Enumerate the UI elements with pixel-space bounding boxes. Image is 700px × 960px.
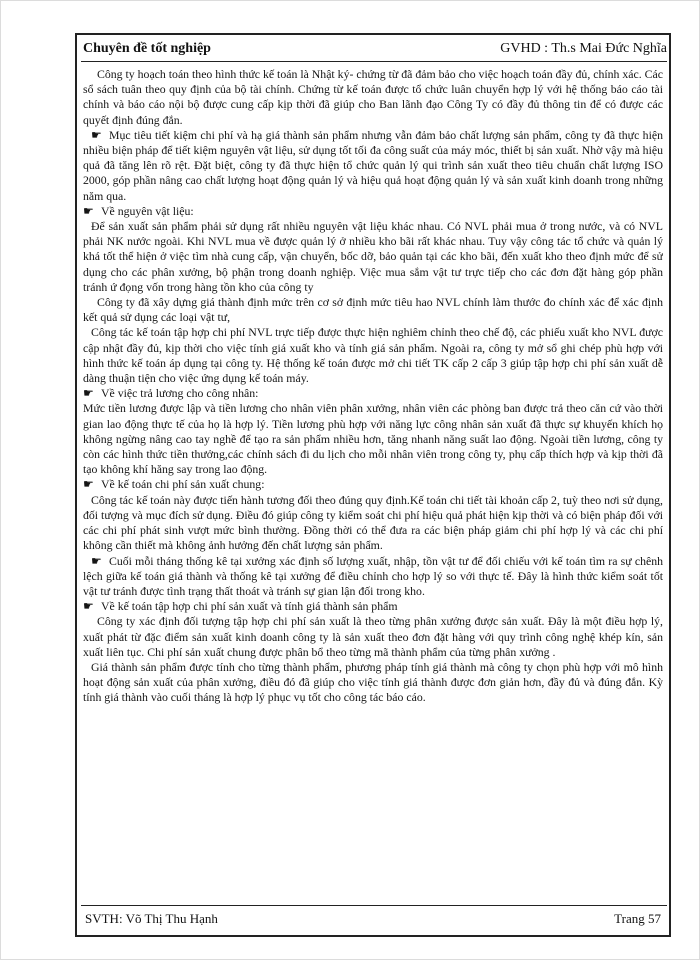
header-title: Chuyên đề tốt nghiệp <box>83 41 211 56</box>
pointing-hand-icon: ☛ <box>91 127 102 142</box>
page-number: Trang 57 <box>614 911 661 926</box>
section-heading: ☛ Về kế toán tập hợp chi phí sản xuất và tính giá thành sản phẩm <box>83 599 398 614</box>
pointing-hand-icon: ☛ <box>83 599 94 614</box>
page-footer <box>81 911 667 929</box>
pointing-hand-icon: ☛ <box>91 553 102 568</box>
section-heading: ☛ Về kế toán chi phí sản xuất chung: <box>83 477 265 492</box>
paragraph: Mức tiền lương được lập và tiền lương cho nhân viên phân xưởng, nhân viên các phòng ban được trả theo căn cứ vào thời gian lao động thực tế của họ là hợp lý. Tiền lương phù hợp với năng lực công nhân sản xuất đã thực sự khuyến khích họ không ngừng nâng cao tay nghề để tạo ra sản phẩm nhiều hơn, tăng nhanh năng suất lao động. Ngoài tiền lương, công ty còn các hình thức tiền thưởng,các chính sách đi du lịch cho mỗi nhân viên trong công ty, phụ cấp thích hợp và kịp thời đã tạo không khí hăng say trong lao động. <box>83 401 663 477</box>
paragraph: Giá thành sản phẩm được tính cho từng thành phẩm, phương pháp tính giá thành mà công ty chọn phù hợp với mô hình hoạt động sản xuất của phân xưởng, điều đó đã giúp cho việc tính giá thành được đơn giản hơn, đầy đủ và đúng đắn. Kỳ tính giá thành vào cuối tháng là hợp lý phục vụ tốt cho công tác báo cáo. <box>83 659 663 705</box>
paragraph: Công ty hoạch toán theo hình thức kế toán là Nhật ký- chứng từ đã đảm bảo cho việc hoạch toán đầy đủ, chính xác. Các sổ sách tuân theo quy định của bộ tài chính. Chứng từ kế toán được tổ chức luân chuyển hợp lý với hệ thống báo cáo tài chính và báo cáo nội bộ được cung cấp kịp thời đã giúp cho Ban lãnh đạo Công Ty có đầy đủ thông tin để có được các quyết định đúng đắn. <box>83 67 663 127</box>
section-heading: ☛ Về nguyên vật liệu: <box>83 203 194 218</box>
page-header <box>81 41 667 61</box>
footer-rule <box>81 905 667 906</box>
document-body <box>83 67 663 899</box>
section-heading: ☛ Về việc trả lương cho công nhân: <box>83 386 259 401</box>
pointing-hand-icon: ☛ <box>83 203 94 218</box>
header-rule <box>81 61 667 62</box>
paragraph: Công tác kế toán này được tiến hành tương đối theo đúng quy định.Kế toán chi tiết tài khoản cấp 2, tuỳ theo nơi sử dụng, đối tượng và mục đích sử dụng. Điều đó giúp công ty kiểm soát chi phí hiệu quả phát hiện kịp thời và có biện pháp đối với các chi phí phát sinh vượt mức bình thường. Đồng thời có thể đưa ra các biện pháp giảm chi phí hợp lý và các chi phí không cần thiết mà không ảnh hưởng đến chất lượng sản phẩm. <box>83 492 663 553</box>
pointing-hand-icon: ☛ <box>83 477 94 492</box>
footer-student: SVTH: Võ Thị Thu Hạnh <box>85 911 218 926</box>
paragraph: Công tác kế toán tập hợp chi phí NVL trực tiếp được thực hiện nghiêm chỉnh theo chế độ, các phiếu xuất kho NVL được cập nhật đầy đủ, kịp thời cho việc tính giá xuất kho và tính giá sản phẩm. Ngoài ra, công ty mở sổ ghi chép phù hợp với hình thức kế toán áp dụng tại công ty. Hệ thống kế toán được mở chi tiết TK cấp 2 cấp 3 giúp tập hợp chi phí sản xuất dễ dàng thuận tiện cho việc ứng dụng kế toán máy. <box>83 325 663 386</box>
paragraph: Công ty đã xây dựng giá thành định mức trên cơ sở định mức tiêu hao NVL chính làm thước đo chính xác để xác định kết quả sử dụng các loại vật tư, <box>83 295 663 325</box>
bullet-paragraph: ☛ Cuối mỗi tháng thống kê tại xưởng xác định số lượng xuất, nhập, tồn vật tư để đối chiếu với kế toán tìm ra sự chênh lệch giữa kế toán giá thành và thống kê tại xưởng để điều chỉnh cho hợp lý so với thực tế. Đây là hình thức kiểm soát tốt vật tư tránh được tình trạng thất thoát và tránh sự gian lận đối trong kho. <box>83 553 663 598</box>
paragraph: Công ty xác định đối tượng tập hợp chi phí sản xuất là theo từng phân xưởng được sản xuất. Đây là một điều hợp lý, xuất phát từ đặc điểm sản xuất kinh doanh công ty là sản xuất theo đơn đặt hàng với quy trình công nghệ khép kín, sản xuất liên tục. Chi phí sản xuất chung được phân bổ theo từng mã thành phẩm của từng phân xưởng . <box>83 614 663 659</box>
paragraph: Để sản xuất sản phẩm phải sử dụng rất nhiều nguyên vật liệu khác nhau. Có NVL phải mua ở trong nước, và có NVL phải NK nước ngoài. Khi NVL mua về được quản lý ở nhiều kho bãi rất khác nhau. Tuy vậy công tác tổ chức và quản lý khá tốt thể hiện ở việc tìm nhà cung cấp, vận chuyển, bốc dỡ, bảo quản tại các kho bãi, đến xuất kho theo định mức để sử dụng cho các phân xưởng, bộ phận trong doanh nghiệp. Việc mua sắm vật tư trực tiếp cho các đơn đặt hàng góp phần tránh ứ đọng vốn trong hàng tồn kho của công ty <box>83 219 663 294</box>
bullet-paragraph: ☛ Mục tiêu tiết kiệm chi phí và hạ giá thành sản phẩm nhưng vẫn đảm bảo chất lượng sản phẩm, công ty đã thực hiện nhiều biện pháp để tiết kiệm nguyên vật liệu, sử dụng tốt tối đa công suất của máy móc, thiết bị sản xuất. Nhờ vậy mà hiệu quả đã tăng lên rõ rệt. Đặt biệt, công ty đã thực hiện tổ chức quản lý qui trình sản xuất theo tiêu chuẩn chất lượng ISO 2000, góp phần nâng cao chất lượng hoạt động quản lý và hiệu quả hoạt động quản lý và sản xuất kinh doanh trong những năm qua. <box>83 127 663 203</box>
header-advisor: GVHD : Th.s Mai Đức Nghĩa <box>500 41 667 56</box>
pointing-hand-icon: ☛ <box>83 386 94 401</box>
